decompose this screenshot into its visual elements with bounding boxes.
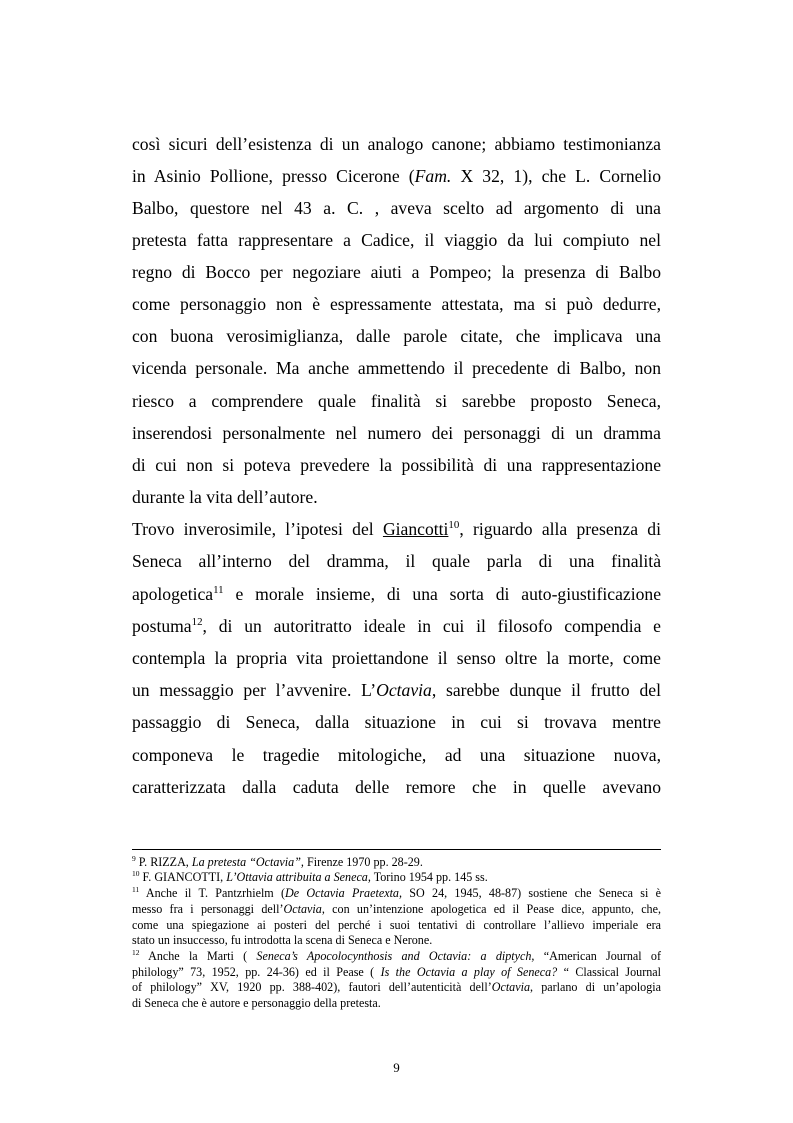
body-line: durante la vita dell’autore.	[132, 487, 318, 507]
footnote-10	[132, 870, 661, 885]
italic-span: Is the Octavia a play of Seneca?	[380, 965, 558, 979]
body-line	[132, 582, 661, 606]
footnote-11-line	[132, 902, 661, 917]
page-number: 9	[393, 1060, 400, 1075]
footnote-11-line: stato un insuccesso, fu introdotta la scena di Seneca e Nerone.	[132, 933, 433, 947]
body-line: vicenda personale. Ma anche ammettendo il precedente di Balbo, non	[132, 358, 661, 378]
italic-span: La pretesta “Octavia”,	[191, 855, 304, 869]
italic-span: Fam.	[414, 166, 452, 186]
text-span: un messaggio per l’avvenire. L’	[132, 680, 377, 700]
body-line: Balbo, questore nel 43 a. C. , aveva scelto ad argomento di una	[132, 198, 661, 218]
text-span: “American Journal of	[534, 949, 662, 963]
text-span: F. GIANCOTTI,	[139, 870, 227, 884]
italic-span: Octavia	[376, 680, 432, 700]
text-span: Trovo inverosimile, l’ipotesi del	[132, 519, 383, 539]
body-line: regno di Bocco per negoziare aiuti a Pompeo; la presenza di Balbo	[132, 262, 661, 282]
footnote-12-line: di Seneca che è autore e personaggio della pretesta.	[132, 996, 381, 1010]
text-span: e morale insieme, di una sorta di auto-giustificazione	[223, 584, 661, 604]
text-span: SO 24, 1945, 48-87) sostiene che Seneca si è	[402, 886, 661, 900]
text-span: X 32, 1), che L. Cornelio	[451, 166, 661, 186]
footnote-rule	[132, 849, 661, 850]
body-line: passaggio di Seneca, dalla situazione in cui si trovava mentre	[132, 712, 661, 732]
footnote-number: 10	[132, 868, 140, 878]
text-span: , con un’intenzione apologetica ed il Pease dice, appunto, che,	[321, 902, 661, 916]
body-line: caratterizzata dalla caduta delle remore che in quelle avevano	[132, 777, 661, 797]
body-line	[132, 164, 661, 188]
body-line: riesco a comprendere quale finalità si sarebbe proposto Seneca,	[132, 391, 661, 411]
footnote-number: 11	[132, 884, 140, 894]
italic-span: L’Ottavia attribuita a Seneca,	[226, 870, 371, 884]
footnote-11-line: come una spiegazione ai posteri del perché i suoi tentativi di controllare l’allievo imperiale era	[132, 918, 661, 932]
text-span: postuma	[132, 616, 192, 636]
text-span: , riguardo alla presenza di	[459, 519, 661, 539]
italic-span: Seneca’s Apocolocynthosis and Octavia: a diptych,	[256, 949, 535, 963]
text-span: P. RIZZA,	[135, 855, 192, 869]
footnote-ref[interactable]: 12	[191, 616, 203, 629]
body-line: inserendosi personalmente nel numero dei personaggi di un dramma	[132, 423, 661, 443]
italic-span: De Octavia Praetexta,	[285, 886, 402, 900]
body-line: contempla la propria vita proiettandone il senso oltre la morte, come	[132, 648, 661, 668]
footnote-number: 9	[132, 853, 136, 863]
body-line: come personaggio non è espressamente attestata, ma si può dedurre,	[132, 294, 661, 314]
footnote-9	[132, 855, 661, 870]
body-line: di cui non si poteva prevedere la possibilità di una rappresentazione	[132, 455, 661, 475]
text-span: Anche il T. Pantzrhielm (	[139, 886, 286, 900]
body-line: Seneca all’interno del dramma, il quale parla di una finalità	[132, 551, 661, 571]
body-line	[132, 517, 661, 541]
text-span: Torino 1954 pp. 145 ss.	[370, 870, 488, 884]
text-span: , di un autoritratto ideale in cui il filosofo compendia e	[202, 616, 661, 636]
text-span: apologetica	[132, 584, 214, 604]
text-span: “ Classical Journal	[557, 965, 661, 979]
text-span: in Asinio Pollione, presso Cicerone (	[132, 166, 415, 186]
body-line	[132, 614, 661, 638]
italic-span: Octavia	[491, 980, 531, 994]
footnote-12	[132, 949, 661, 964]
body-line	[132, 678, 661, 702]
italic-span: Octavia	[283, 902, 322, 916]
text-span: of philology” XV, 1920 pp. 388-402), fautori dell’autenticità dell’	[132, 980, 492, 994]
text-span: philology” 73, 1952, pp. 24-36) ed il Pease (	[132, 965, 381, 979]
body-line: pretesta fatta rappresentare a Cadice, il viaggio da lui compiuto nel	[132, 230, 661, 250]
footnote-ref[interactable]: 11	[213, 584, 224, 597]
footnote-11	[132, 886, 661, 901]
footnote-ref[interactable]: 10	[448, 519, 460, 532]
underlined-name: Giancotti	[382, 519, 449, 539]
text-span: Firenze 1970 pp. 28-29.	[303, 855, 423, 869]
text-span: messo fra i personaggi dell’	[132, 902, 284, 916]
text-span: Anche la Marti (	[139, 949, 257, 963]
text-span: , parlano di un’apologia	[530, 980, 661, 994]
footnote-number: 12	[132, 947, 140, 957]
text-span: , sarebbe dunque il frutto del	[431, 680, 661, 700]
body-line: componeva le tragedie mitologiche, ad una situazione nuova,	[132, 745, 661, 765]
footnote-12-line	[132, 980, 661, 995]
body-line: con buona verosimiglianza, dalle parole citate, che implicava una	[132, 326, 661, 346]
body-line: così sicuri dell’esistenza di un analogo canone; abbiamo testimonianza	[132, 134, 661, 154]
footnote-12-line	[132, 965, 661, 980]
